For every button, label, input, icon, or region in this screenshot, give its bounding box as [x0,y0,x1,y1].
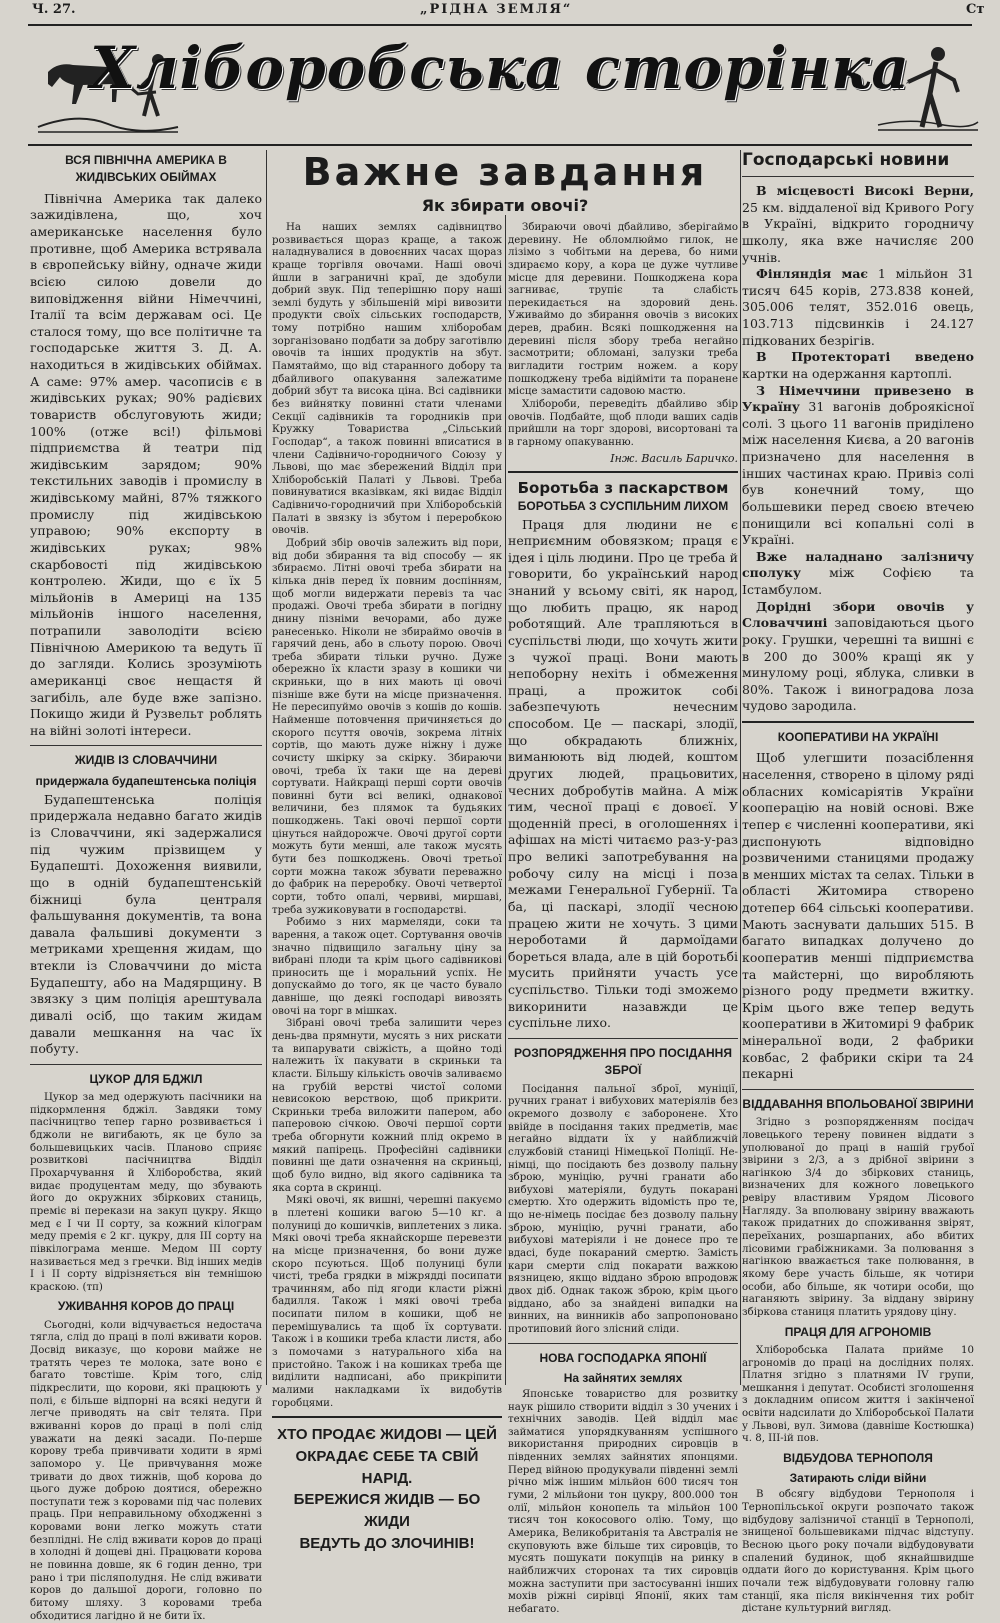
column-3 [508,222,738,1615]
agronomists-heading: ПРАЦЯ ДЛЯ АГРОНОМІВ [784,1324,932,1339]
main-paragraph: Робимо з них мармеляди, соки та варення, а також оцет. Сортування овочів значно підвищило загальну ціну за вибрані плоди та крім цього садівникові приносить ще і моральний успіх. Не допускаймо до того, як це часто бувало давніше, що деякі господарі вивозять овочі на торг в мішках. [272,917,502,1017]
divider [508,1038,738,1039]
slovakia-subheading: придержала будапештенська поліція [35,773,257,788]
main-paragraph: Добрий збір овочів залежить від пори, від доби збирання та від способу — як збираємо. Літні овочі треба збирати на кілька днів перед їх повним доспінням, щоб могли видержати перевіз та час продажі. Овочі треба збирати в погідну днину пізніми вечорами, або дуже ранесенько. Ніколи не збираймо овочів в гарячий день, або в сльоту порою. Овочі треба збирати тільки ручно. Дуже обережно їх класти зразу в кошики чи скриньки, що в них мають ці овочі пізніше вже бути на місце призначення. Не пересипуймо овочів з кошів до кошів. Найменше потовчення причиняється до скорого псуття овочів, зокрема літніх сортів, що мають дуже ніжну і дуже сочисту шкірку за скірку. Збираючи овочі, треба їх таки ще на дереві сортувати. Найкращі перші сорти овочів повинні бути всі великі, однакової величини, без плямок та будьяких пошкоджень. Такі овочі першої сорти цінуться найдорожче. Овочі другої сорти можуть бути менші, але також мусять бути без пошкоджень. Овочі третьої сорти можна також збувати переважно до фабрик на переробку. Овочі четвертої сорти, тобто опалі, червиві, миршаві, треба зужиковувати в господарстві. [272,538,502,916]
news-item: Дорідні збори овочів у Словаччині заповідаються цього року. Грушки, черешні та вишні є в 200 до 300% кращі як у минулому році, яблука, сливки в 80%. Також і виноградова лоза чудово зародила. [742,598,974,714]
america-heading: ВСЯ ПІВНІЧНА АМЕРИКА В ЖИДІВСЬКИХ ОБІЙМАХ [65,153,227,185]
divider [272,1416,502,1418]
column-1 [30,148,262,1622]
agronomists-article: Хліборобська Палата прийме 10 агрономів до праці на дослідних полях. Платня згідно з платнями IV групи, мешкання і депутат. Особисті зголошення з докладним описом життя і закінченої освіти надсилати до Хліборобської Палати у Львові, вул. Зимова (давніше Костюшка) ч. 8, ІІІ-ій пов. [742,1344,974,1445]
divider [742,1089,974,1090]
ternopil-subheading: Затирають сліди війни [789,1471,927,1486]
column-2 [272,222,502,1552]
news-item: В місцевості Високі Верни, 25 км. віддаленої від Кривого Рогу в Україні, відкрито городничу школу, яка вже начисляє 200 учнів. [742,183,974,265]
main-paragraph: Мякі овочі, як вишні, черешні пакуємо в плетені кошики вагою 5—10 кг. а полуниці до кошичків, виплетених з лика. Мякі овочі треба якнайскорше перевезти на місце призначення, бо вони дуже скоро псуються. Щоб полуниці були чисті, треба грядки в міжрядді посипати трачинням, або під ягоди класти ріжні бадилля. Також і мякі овочі треба посипати пилом в кошики, щоб не перемішувались та щоб їх сортувати. Також і в кошики треба класти листя, або з помочами з натурального хіба на пристойно. Також і на кошиках треба ще виділити надписані, або прикріпити малими накладками їх видобутів горобцями. [272,1195,502,1409]
column-divider [266,150,267,1385]
sower-icon [878,32,978,141]
main-subheadline: Як збирати овочі? [421,196,589,215]
speculation-subheading: БОРОТЬБА З СУСПІЛЬНИМ ЛИХОМ [517,498,729,513]
speculation-heading: Боротьба з паскарством [517,478,729,497]
slogan-line: ОКРАДАЄ СЕБЕ ТА СВІЙ НАРІД. [295,1447,479,1487]
divider [508,1343,738,1344]
news-item: Вже наладнано залізничу сполуку між Софією та Істамбулом. [742,548,974,597]
coops-heading: КООПЕРАТИВИ НА УКРАЇНІ [777,730,939,744]
speculation-article: Праця для людини не є неприємним обовязком; праця є ідея і ціль людини. Про це треба й говорити, бо український народ знаний у всьому світі, як народ, що любить працю, як народ роботящий. Але трапляються в суспільстві люди, що хочуть жити з чужої праці. Вони мають непоборну нехіть і обмеження праці, а прожиток собі забезпечують нечесним способом. Це — паскарі, злодії, що обкрадають ближніх, виманюють від людей, коштом других людей, працьовитих, чесних добробутів майна. А між тим, чесної праці є довоєї. У щоденній пресі, в оголошеннях і афішах на місті читаємо раз-у-раз про великі запотребування на робочу силу на місці і поза межами Генеральної Губернії. Та ба, ці паскарі, злодії чесною працею жити не хочуть. З цими нероботами й дармоїдами бореться влада, але в цій боротьбі мусить прийняти участь усе суспільство. Тільки тоді зможемо викоринити назавжди це суспільне лихо. [508,516,738,1031]
slovakia-article: Будапештенська поліція придержала недавно багато жидів із Словаччини, які задержалися під чужим прізвищем у Будапешті. Дохоження виявили, що в одній будапештенській біжниці була централя фальшування документів, та вона давала фальшиві документи з метриками хрещення жидам, що втекли із Словаччини до міста Будапешту, або на Мадярщину. В звязку з цим поліція арештувала дивалі осіб, що таким жидам давали мешкання на час їх побуту. [30,791,262,1057]
slovakia-heading: ЖИДІВ ІЗ СЛОВАЧЧИНИ [74,753,218,768]
news-item: В Протектораті введено картки на одержання картоплі. [742,349,974,381]
section-masthead [28,24,972,146]
weapons-article: Посідання пальної зброї, муніції, ручних гранат і вибухових матеріялів без окремого дозволу є заборонене. Хто ввійде в посідання таких предметів, має негайно віддати їх у найближчій службовій станиці Німецької Поліції. Не-німці, що посідають без дозволу пальну зброю, муніцію, ручні гранати або вибухові матеріяли, будуть покарані смертю. Хто одержить відомість про те, що не-німець посідає без дозволу пальну зброю, муніцію, ручні гранати, або вибухові матеріяли і не донесе про те вдасі, буде покараний смертю. Замість кари смерти слід покарати важкою вязницею, якщо віддано зброю впродовж двох діб. Однак також зброю, крім цього віддано, або за знайдені випадки на винних, на винників або запропоновано протиповий його злісний сліди. [508,1083,738,1335]
japan-article: Японське товариство для розвитку наук рішило створити відділ з 30 учених і технічних заводів. Цей відділ має займатися упорядкуванням успішного використання природних сировців в південних землях зайнятих японцями. Перед війною продукували південні землі річно між іншим мільйон 600 тисяч тон гуми, 2 мільйони тон цукру, 800.000 тон олії, мільйон конопель та мільйон 100 тисяч тон кокосового олію. Тому, що Америка, Великобританія та Австралія не скуповують вже більше тих сировців, то мусять пошукати покупців на ринку в найближчих сторонах та тих сировців можна заступити при застосуванні інших мохів ріжні сирівці Японії, яких там небагато. [508,1388,738,1615]
running-header [0,2,1000,18]
slogan-box [272,1424,502,1555]
divider [30,745,262,746]
paper-name: „РІДНА ЗЕМЛЯ“ [420,2,573,17]
ternopil-article: В обсягу відбудови Тернополя і Тернопільської округи розпочато також відбудову залізничої станції в Тернополі, знищеної большевиками підчас відступу. Весною цього року почали відбудовувати спалений будинок, щоб якнайшвидше оддати його до користування. Крім цього почали теж відбудовувати головну галю станції, яка після викінчення тих робіт дістане культурний вигляд. [742,1489,974,1615]
japan-heading: НОВА ГОСПОДАРКА ЯПОНІЇ [539,1350,707,1365]
cows-heading: УЖИВАННЯ КОРОВ ДО ПРАЦІ [57,1299,235,1314]
cows-article: Сьогодні, коли відчувається недостача тягла, слід до праці в полі вживати коров. Досвід виказує, що корови майже не тратять через те молока, зате воно є багато товстіше. Крім того, слід підкреслити, що корови, які працюють у полі, є більше відпорні на всякі недуги й легче приводять на світ телята. При вживанні коров до праці в полі слід уважати на деякі засади. По-перше корову треба привчивати ходити в ярмі запоморо у. Це привчування може тривати до двох тижнів, щоб корова до цього дуже доброю доятися, обережно поступати теж з коровами під час полевих праць. При неправильному обходженні з коровами вони легко можуть стати безплідні. Не слід вживати коров до праці в холодні й дощеві дні. Працювати корова не повинна довше, як 6 годин денно, три рано і три післяполудня. Не слід вживати коров до дальшої дороги, головно по битому шляху. З коровами треба обходитися лагідно й не бити їх. [30,1319,262,1622]
game-article: Згідно з розпорядженням посідач ловецького терену повинен віддати з уполюваної до праці в нашій грубої звірини з 2/3, а з дрібної звірини з нагінкою 3/4 до збіркових станиць, визначених для кожного ловецького ревіру властивим Урядом Лісового Нагляду. За вполювану звірину вважають також придатних до споживання звірят, переїханих, розшарпаних, або вбитих лісовими грабіжниками. За полювання з нагінкою вважається таке полювання, в якому бере участь більше, як чотири особи, або більше, як чотири особи, що наганяють звірину. За віддану звірину збіркова станиця платить урядову ціну. [742,1117,974,1318]
sugar-heading: ЦУКОР ДЛЯ БДЖІЛ [89,1071,203,1086]
slogan-line: БЕРЕЖИСЯ ЖИДІВ — БО ЖИДИ [293,1491,481,1531]
ternopil-heading: ВІДБУДОВА ТЕРНОПОЛЯ [783,1451,933,1466]
main-headline: Важне завдання [302,150,708,194]
column-4 [742,148,974,1615]
main-paragraph: На наших землях садівництво розвивається щораз краще, а також наладнувалися в довоєнних часах щораз краще торгівля овочами. Наші овочі йшли в заграничні краї, де здобули добрий звук. Під теперішню пору наші землі будуть у збільшеній мірі вивозити продукти своїх сільських господарств, тому потрібно нашим хліборобам зорганізовано подбати за добру заготівлю овочів та інших продуктів на збут. Памятаймо, що від старанного добору та дбайливого опакування залежатиме добрий збут та висока ціна. Всі садівники без вийнятку повинні стати членами Секції садівників та городників при Кружку Товариства „Сільський Господар“, а також повинні вписатися в члени Садівничо-городничого Союзу у Львові, що має збережений Відділ при Хліборобській Палаті у Львові. Треба повинуватися вказівкам, які видає Відділ Садівничо-городничий при Хліборобській Палаті в звязку із збутом і переробкою овочів. [272,222,502,537]
america-article: Північна Америка так далеко зажидівлена, що, хоч американське населення було противне, щоб Америка встрявала в європейську війну, одначе жиди всією силою довели до виповідження війни Німеччині, Італії та всім державам осі. Це сталося тому, що все політичне та господарське життя З. Д. А. находиться в жидівських обіймах. А саме: 97% амер. часописів є в жидівських руках; 90% радієвих товариств обслуговують жиди; 100% (отже всі!) фільмові підприємства й театри під жидівським зарядом; 90% текстильних заводів і промислу в жидівському майні, 87% тяжкого промислу під жидівською управою; 90% експорту в жидівських руках; 98% скарбовості під жидівською контролею. Жиди, що є їх 5 мільйонів в Америці на 135 мільйонів іншого населення, потрапили заволодіти всією Північною Америкою та ведуть її до загляди. Колись зрозуміють американці своє нещастя й загибіль, але буде вже запізно. Покищо жиди й Рузвельт роблять на війні золоті інтереси. [30,190,262,738]
game-heading: ВІДДАВАННЯ ВПОЛЬОВАНОЇ ЗВІРИНИ [742,1096,974,1111]
main-paragraph: Збираючи овочі дбайливо, зберігаймо деревину. Не обломлюймо гилок, не лізімо з чобітьми на дерева, бо ними здираємо кору, а кора це дуже чутливе місце для деревини. Пошкоджена кора загниває, трупіє та слабість перекидається на здоровий день. Уживаймо до збирання овочів з високих дерев, драбин. Всякі пошкодження на деревині після збору треба негайно засмотрити; обломані, залузки треба вигладити гострим ножем. а кору пошкоджену треба відійміти та поранене місце замастити садовою мастю. [508,222,738,398]
section-title: Хліборобська сторінка [90,34,910,102]
column-divider [740,150,741,1385]
divider [742,176,974,177]
news-item: Фінляндія має 1 мільйон 31 тисяч 645 корів, 273.838 коней, 305.006 телят, 352.016 овець, 103.713 підсвинків і 24.127 підкованих безрігів. [742,266,974,348]
weapons-heading: РОЗПОРЯДЖЕННЯ ПРО ПОСІДАННЯ ЗБРОЇ [514,1045,732,1078]
divider [508,471,738,473]
news-heading: Господарські новини [742,150,950,170]
divider [30,1064,262,1065]
news-item: З Німеччини привезено в Україну 31 вагонів доброякісної солі. З цього 11 вагонів приділено між населення Києва, а 20 вагонів призначено для населення в інших частинах краю. Привіз солі був конечний тому, що большевики перед своєю втечею понищили всі копальні солі в Україні. [742,382,974,548]
main-paragraph: Зібрані овочі треба залишити через день-два прямнути, мусять з них рискати та випарувати свіжість, а щойно тоді належить їх пакувати в скриньки та класти. Більшу кількість овочів заливаємо на грубій верстві чистої соломи невисокою верствою, щоб прикрити. Скриньки треба виложити папером, або паперовою січкою. Овочі першої сорти треба обгорнути кожний плід окремо в мякий папірець. Професійні садівники повинні ще дати означення на скриньці, щоб було видно, від якого садівника та яка сорта в скринці. [272,1018,502,1194]
page-number: Ч. 27. [32,2,76,17]
page-right-mark: Ст [966,2,985,17]
column-divider [505,215,506,1385]
divider [742,721,974,723]
sugar-article: Цукор за мед одержують пасічники на підкормлення бджіл. Завдяки тому пасічництво тепер гарно розвивається і бджоли не вигибають, як це було за большевицьких часів. Планово сприяє розвиткові пасічництва Відділ Прохарчування й Хліборобства, який видає продуцентам меду, що збувають його до окружних збіркових станиць, преміє ві перекази на закуп цукру. Якщо мед є І чи ІІ сорту, за кожний кілограм меду премія є 2 кг. цукру, для ІІІ сорту на півкілограма менше. Медом ІІІ сорту називається мед з гречки. Від інших медів І і ІІ сорту відрізняється він темнішою краскою. (тп) [30,1092,262,1293]
japan-subheading: На зайнятих землях [563,1370,683,1385]
slogan-line: ВЕДУТЬ ДО ЗЛОЧИНІВ! [299,1534,475,1552]
slogan-line: ХТО ПРОДАЄ ЖИДОВІ — ЦЕЙ [277,1426,497,1444]
main-paragraph: Хлібороби, переведіть дбайливо збір овочів. Подбайте, щоб плоди ваших садів прийшли на торг здорові, висортовані та в гарному опакуванню. [508,398,738,448]
coops-article: Щоб улегшити позасіблення населення, створено в цілому ряді обласних комісаріятів України кооперацію на новій основі. Вже тепер є численні кооперативи, які диспонують відповідно розвиченими станицями продажу в менших містах та селах. Тільки в області Житомира створено дотепер 664 сільські кооперативи. Мають заснувати дальших 515. В багато випадках долучено до кооператив менші підприємства та майстерні, що виробляють різного роду предмети вжитку. Крім цього вже тепер ведуть кооперативи в Житомирі 9 фабрик мінеральної води, 2 фабрики ковбас, 2 фабрики скіри та 24 пекарні [742,750,974,1082]
author-signature: Інж. Василь Баричко. [610,451,738,465]
